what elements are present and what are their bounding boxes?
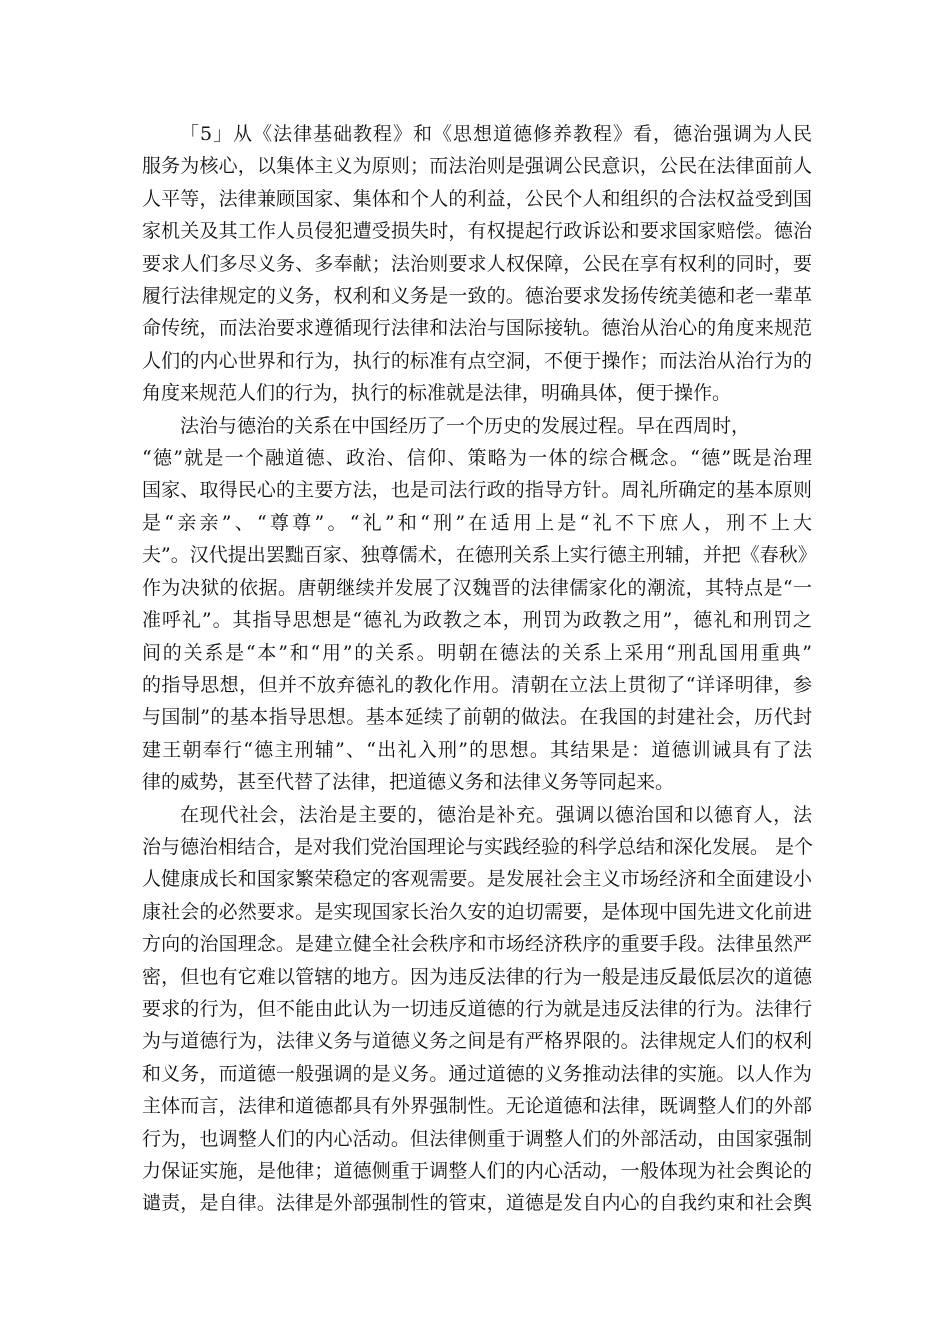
document-body [142,118,817,1220]
text-line: 力保证实施，是他律；道德侧重于调整人们的内心活动，一般体现为社会舆论的 [142,1160,812,1182]
text-line: 人们的内心世界和行为，执行的标准有点空洞，不便于操作；而法治从治行为的 [142,349,812,372]
text-line: 人平等，法律兼顾国家、集体和个人的利益，公民个人和组织的合法权益受到国 [142,187,812,210]
text-line: 康社会的必然要求。是实现国家长治久安的迫切需要，是体现中国先进文化前进 [142,900,812,923]
paragraph-2 [142,410,817,799]
paragraph-3 [142,799,812,1220]
text-line: 准呼礼”。其指导思想是“德礼为政教之本，刑罚为政教之用”，德礼和刑罚之 [142,609,812,632]
text-line: 夫”。汉代提出罢黜百家、独尊儒术，在德刑关系上实行德主刑辅，并把《春秋》 [142,544,817,567]
text-line: 家机关及其工作人员侵犯遭受损失时，有权提起行政诉讼和要求国家赔偿。德治 [142,220,812,243]
text-line: 角度来规范人们的行为，执行的标准就是法律，明确具体，便于操作。 [142,382,732,405]
text-line: 命传统，而法治要求遵循现行法律和法治与国际接轨。德治从治心的角度来规范 [142,317,812,340]
text-line: 与国制”的基本指导思想。基本延续了前朝的做法。在我国的封建社会，历代封 [142,706,812,729]
text-line: 要求的行为，但不能由此认为一切违反道德的行为就是违反法律的行为。法律行 [142,997,812,1020]
text-line: 国家、取得民心的主要方法，也是司法行政的指导方针。周礼所确定的基本原则 [142,479,812,502]
text-line: 建王朝奉行“德主刑辅”、“出礼入刑”的思想。其结果是：道德训诫具有了法 [142,738,812,761]
text-line: 的指导思想，但并不放弃德礼的教化作用。清朝在立法上贯彻了“详译明律，参 [142,673,812,696]
text-line: 方向的治国理念。是建立健全社会秩序和市场经济秩序的重要手段。法律虽然严 [142,933,812,956]
text-line: 服务为核心，以集体主义为原则；而法治则是强调公民意识，公民在法律面前人 [142,155,812,178]
text-line: 人健康成长和国家繁荣稳定的客观需要。是发展社会主义市场经济和全面建设小 [142,868,812,891]
text-line: 是“亲亲”、“尊尊”。“礼”和“刑”在适用上是“礼不下庶人，刑不上大 [142,511,812,534]
text-line: 密，但也有它难以管辖的地方。因为违反法律的行为一般是违反最低层次的道德 [142,965,812,988]
text-line: 作为决狱的依据。唐朝继续并发展了汉魏晋的法律儒家化的潮流，其特点是“一 [142,576,812,599]
text-line: 和义务，而道德一般强调的是义务。通过道德的义务推动法律的实施。以人作为 [142,1062,812,1085]
text-line: 「5」从《法律基础教程》和《思想道德修养教程》看，德治强调为人民 [180,123,812,145]
text-line: 履行法律规定的义务，权利和义务是一致的。德治要求发扬传统美德和老一辈革 [142,285,812,308]
text-line: 为与道德行为，法律义务与道德义务之间是有严格界限的。法律规定人们的权利 [142,1030,812,1053]
text-line: 行为，也调整人们的内心活动。但法律侧重于调整人们的外部活动，由国家强制 [142,1127,812,1150]
paragraph-1 [142,118,812,410]
text-line: 治与德治相结合，是对我们党治国理论与实践经验的科学总结和深化发展。 是个 [142,835,814,858]
text-line: 间的关系是“本”和“用”的关系。明朝在德法的关系上采用“刑乱国用重典” [142,641,812,664]
text-line: 要求人们多尽义务、多奉献；法治则要求人权保障，公民在享有权利的同时，要 [142,252,812,275]
text-line: “德”就是一个融道德、政治、信仰、策略为一体的综合概念。“德”既是治理 [142,447,812,470]
text-line: 法治与德治的关系在中国经历了一个历史的发展过程。早在西周时， [180,414,751,437]
text-line: 主体而言，法律和道德都具有外界强制性。无论道德和法律，既调整人们的外部 [142,1095,812,1118]
text-line: 谴责，是自律。法律是外部强制性的管束，道德是发自内心的自我约束和社会舆 [142,1192,812,1215]
text-line: 在现代社会，法治是主要的，德治是补充。强调以德治国和以德育人，法 [180,803,812,826]
text-line: 律的威势，甚至代替了法律，把道德义务和法律义务等同起来。 [142,771,675,794]
